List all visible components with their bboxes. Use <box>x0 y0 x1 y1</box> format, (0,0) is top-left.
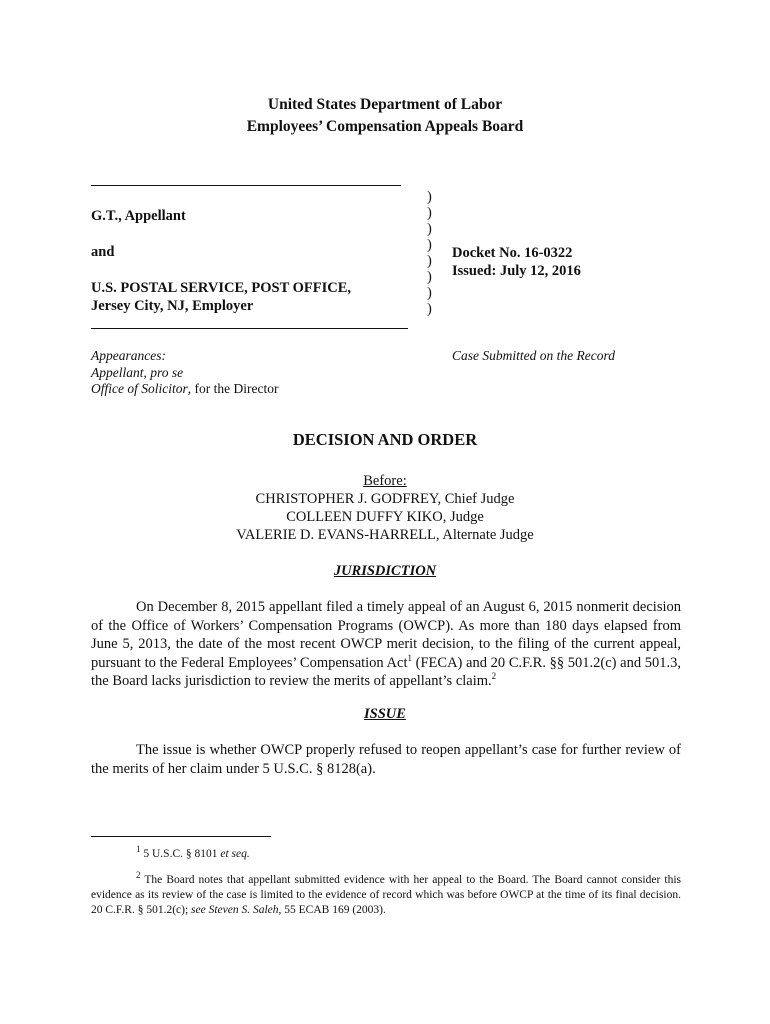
caption-bottom-rule <box>91 328 408 329</box>
case-submitted: Case Submitted on the Record <box>452 348 615 363</box>
paren: ) <box>427 253 432 269</box>
footnote-ref-2: 2 <box>491 671 497 682</box>
footnote-1-text: 5 U.S.C. § 8101 <box>140 848 221 860</box>
paren: ) <box>427 269 432 285</box>
caption-appellant: G.T., Appellant <box>91 208 186 224</box>
header-agency: United States Department of Labor <box>267 96 503 113</box>
caption-employer-line2: Jersey City, NJ, Employer <box>91 298 254 314</box>
issue-paragraph: The issue is whether OWCP properly refused to reopen appellant’s case for further review of the merits of her claim under 5 U.S.C. § 8128(a). <box>91 742 681 777</box>
before-block <box>0 472 770 544</box>
footnote-2 <box>91 870 681 918</box>
appearances-block <box>91 348 278 398</box>
docket-number: Docket No. 16-0322 <box>452 245 573 261</box>
issue-heading: ISSUE <box>364 706 406 722</box>
paren: ) <box>427 189 432 205</box>
office-suffix: , for the Director <box>187 381 279 396</box>
footnote-1-number: 1 <box>136 844 141 855</box>
footnote-rule <box>91 836 271 837</box>
issued-date: Issued: July 12, 2016 <box>452 263 581 279</box>
jurisdiction-text-b: (FECA) and 20 C.F.R. §§ 501.2(c) and 501.3, the Board lacks jurisdiction to review the merits of appellant’s claim. <box>91 654 682 689</box>
office-name: Office of Solicitor <box>91 381 188 396</box>
judge-chief: CHRISTOPHER J. GODFREY, Chief Judge <box>255 491 515 507</box>
paren: ) <box>427 221 432 237</box>
footnote-2-italic: see Steven S. Saleh <box>191 904 279 916</box>
paren: ) <box>427 301 432 317</box>
caption-employer-line1: U.S. POSTAL SERVICE, POST OFFICE, <box>91 280 352 296</box>
decision-title: DECISION AND ORDER <box>292 430 478 449</box>
footnote-2-number: 2 <box>136 870 141 881</box>
footnote-2-text: The Board notes that appellant submitted evidence with her appeal to the Board. The Board cannot consider this evidence as its review of the case is limited to the evidence of record which was before OWCP at the time of its final decision. 20 C.F.R. § 501.2(c); <box>91 874 681 916</box>
judge-2: COLLEEN DUFFY KIKO, Judge <box>286 509 484 525</box>
jurisdiction-heading: JURISDICTION <box>333 563 437 579</box>
footnote-2-end: , 55 ECAB 169 (2003). <box>278 904 386 916</box>
before-label: Before: <box>363 473 407 489</box>
jurisdiction-text-a: On December 8, 2015 appellant filed a timely appeal of an August 6, 2015 nonmerit decision of the Office of Workers’ Compensation Programs (OWCP). As more than 180 days elapsed from June 5, 2013, the date of the most recent OWCP merit decision, to the filing of the current appeal, pursuant to the Federal Employees’ Compensation Act <box>91 599 681 671</box>
footnote-1-italic: et seq. <box>220 848 250 860</box>
appearances-office <box>91 381 278 398</box>
docket-block <box>452 244 581 280</box>
appearances-appellant: Appellant, pro se <box>91 364 184 380</box>
footnote-1 <box>91 844 681 862</box>
caption-and: and <box>91 244 115 260</box>
paren: ) <box>427 285 432 301</box>
caption-top-rule <box>91 185 401 186</box>
footnote-ref-1: 1 <box>407 652 412 663</box>
header-board: Employees’ Compensation Appeals Board <box>246 118 524 135</box>
paren: ) <box>427 205 432 221</box>
judge-3: VALERIE D. EVANS-HARRELL, Alternate Judge <box>236 527 534 543</box>
caption-paren-column <box>427 189 432 317</box>
jurisdiction-paragraph <box>91 598 681 691</box>
paren: ) <box>427 237 432 253</box>
appearances-label: Appearances: <box>91 348 166 363</box>
